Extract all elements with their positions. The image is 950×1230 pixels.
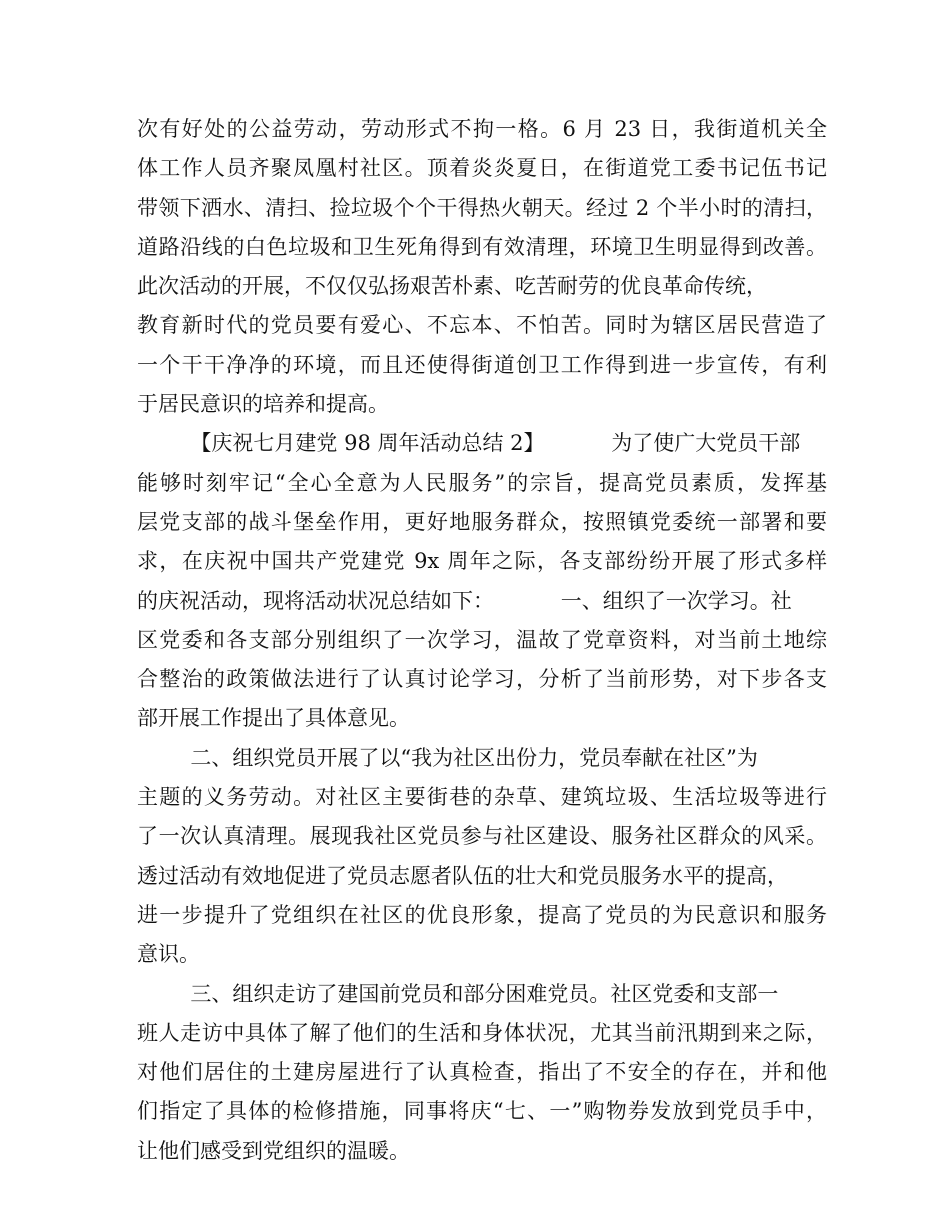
text-line: 二、组织党员开展了以“我为社区出份力，党员奉献在社区”为 xyxy=(137,745,758,770)
text-line: 让他们感受到党组织的温暖。 xyxy=(137,1138,410,1163)
text-line: 体工作人员齐聚凤凰村社区。顶着炎炎夏日，在街道党工委书记伍书记 xyxy=(137,156,827,181)
text-line: 带领下洒水、清扫、捡垃圾个个干得热火朝天。经过 2 个半小时的清扫， xyxy=(137,195,827,220)
text-line: 次有好处的公益劳动，劳动形式不拘一格。6 月 23 日，我街道机关全 xyxy=(137,117,827,141)
text-line: 班人走访中具体了解了他们的生活和身体状况，尤其当前汛期到来之际， xyxy=(137,1020,827,1045)
text-line: 合整治的政策做法进行了认真讨论学习，分析了当前形势，对下步各支 xyxy=(137,667,827,692)
text-line: 教育新时代的党员要有爱心、不忘本、不怕苦。同时为辖区居民营造了 xyxy=(137,313,827,338)
text-line: 意识。 xyxy=(137,942,200,967)
text-line: 道路沿线的白色垃圾和卫生死角得到有效清理，环境卫生明显得到改善。 xyxy=(137,234,827,259)
text-line: 三、组织走访了建国前党员和部分困难党员。社区党委和支部一 xyxy=(137,981,779,1006)
text-line: 一个干干净净的环境，而且还使得街道创卫工作得到进一步宣传，有利 xyxy=(137,352,827,377)
text-line: 透过活动有效地促进了党员志愿者队伍的壮大和党员服务水平的提高， xyxy=(137,863,788,888)
text-line: 于居民意识的培养和提高。 xyxy=(137,392,389,417)
text-line: 部开展工作提出了具体意见。 xyxy=(137,706,410,731)
text-line: 对他们居住的土建房屋进行了认真检查，指出了不安全的存在，并和他 xyxy=(137,1060,827,1085)
text-line: 们指定了具体的检修措施，同事将庆“七、一”购物券发放到党员手中， xyxy=(137,1099,827,1124)
text-line: 了一次认真清理。展现我社区党员参与社区建设、服务社区群众的风采。 xyxy=(137,824,827,849)
text-line: 主题的义务劳动。对社区主要街巷的杂草、建筑垃圾、生活垃圾等进行 xyxy=(137,785,827,810)
text-line: 【庆祝七月建党 98 周年活动总结 2】 为了使广大党员干部 xyxy=(137,431,801,456)
text-line: 区党委和各支部分别组织了一次学习，温故了党章资料，对当前土地综 xyxy=(137,627,827,652)
body-text xyxy=(137,110,827,1171)
text-line: 层党支部的战斗堡垒作用，更好地服务群众，按照镇党委统一部署和要 xyxy=(137,509,827,534)
text-line: 的庆祝活动，现将活动状况总结如下： 一、组织了一次学习。社 xyxy=(137,588,792,613)
text-line: 能够时刻牢记“全心全意为人民服务”的宗旨，提高党员素质，发挥基 xyxy=(137,470,827,495)
text-line: 求，在庆祝中国共产党建党 9x 周年之际，各支部纷纷开展了形式多样 xyxy=(137,549,827,574)
text-line: 此次活动的开展，不仅仅弘扬艰苦朴素、吃苦耐劳的优良革命传统， xyxy=(137,274,767,299)
text-line: 进一步提升了党组织在社区的优良形象，提高了党员的为民意识和服务 xyxy=(137,902,827,927)
